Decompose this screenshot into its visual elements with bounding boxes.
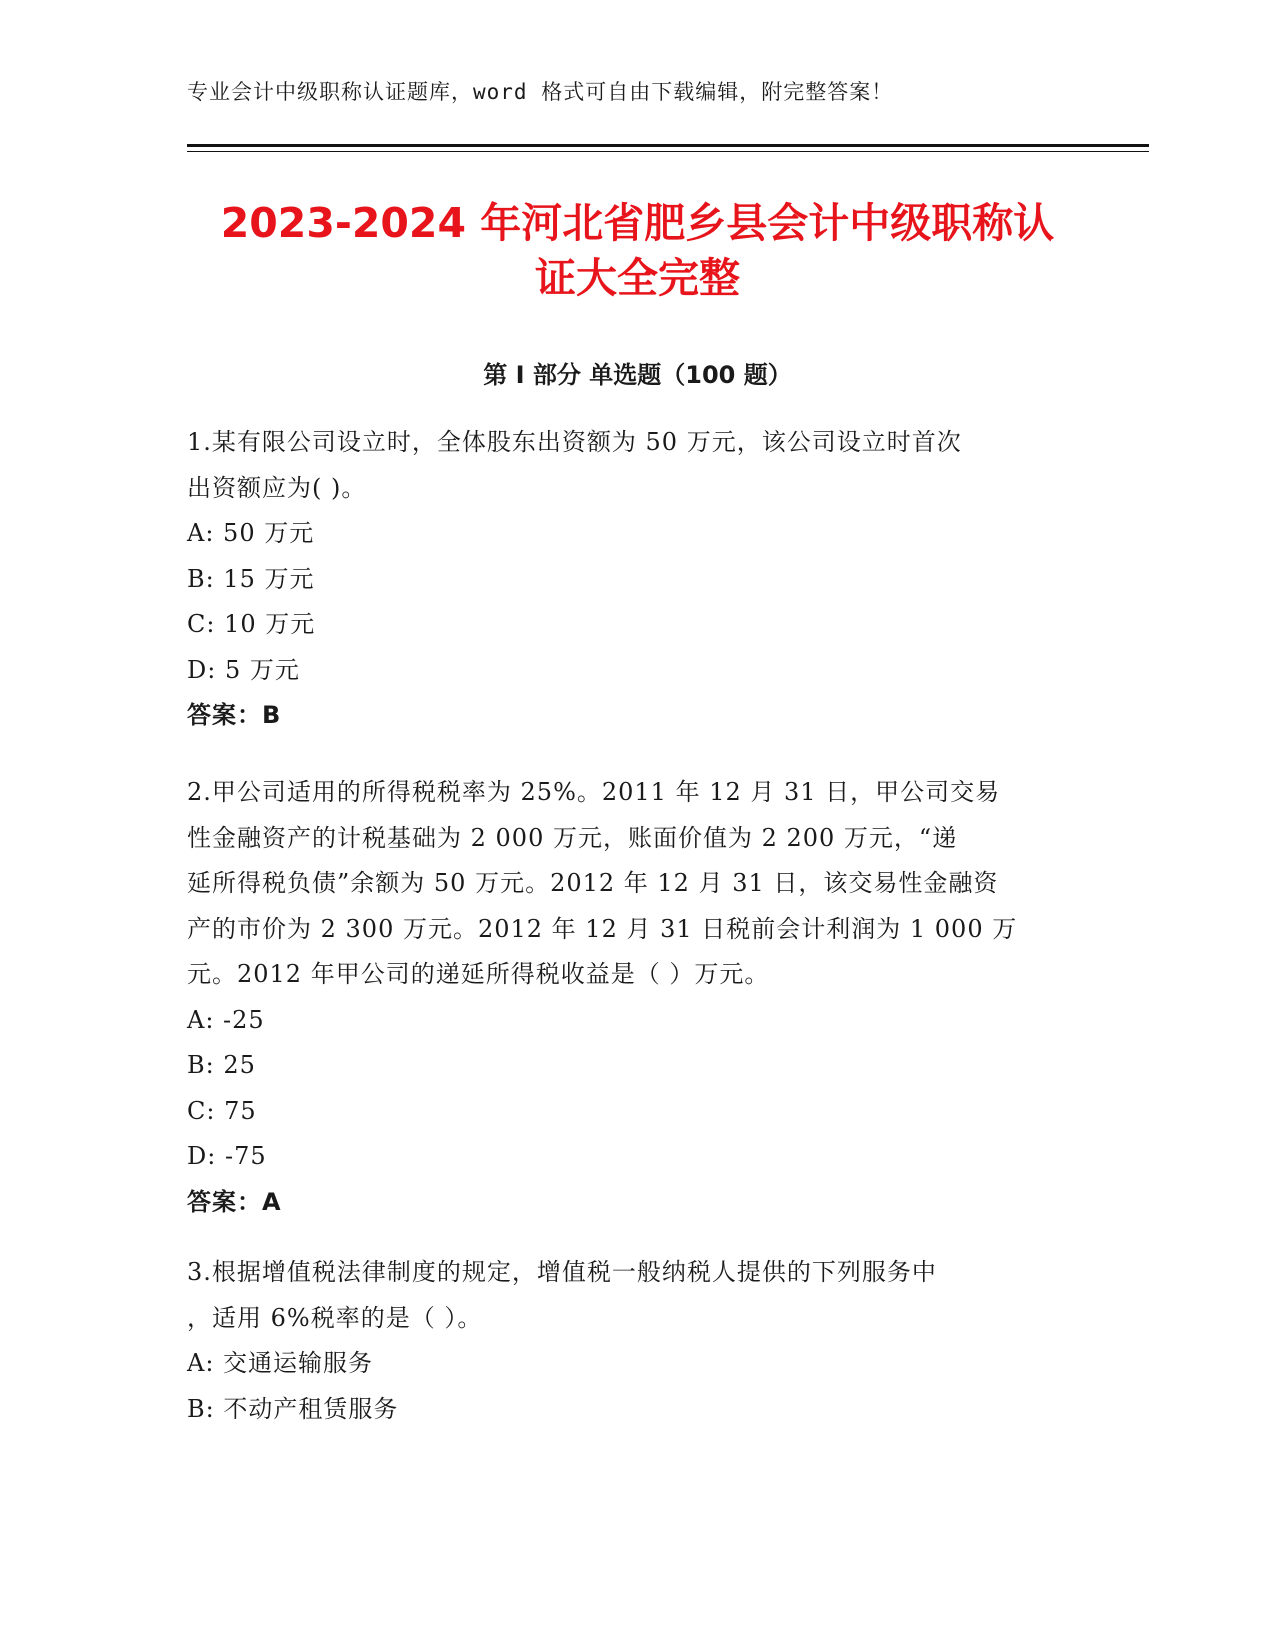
option-c: C: 75 [187, 1096, 257, 1125]
question-stem-line: 2.甲公司适用的所得税税率为 25%。2011 年 12 月 31 日，甲公司交易 [187, 778, 1001, 806]
option-a: A: 交通运输服务 [187, 1349, 374, 1377]
answer: 答案：B [187, 701, 282, 729]
question-1 [187, 420, 1087, 739]
question-stem-line: 元。2012 年甲公司的递延所得税收益是（ ）万元。 [187, 960, 770, 988]
question-2 [187, 770, 1087, 1225]
question-stem-line: ，适用 6%税率的是（ ）。 [187, 1303, 483, 1332]
answer: 答案：A [187, 1187, 282, 1216]
question-stem-line: 延所得税负债”余额为 50 万元。2012 年 12 月 31 日，该交易性金融资 [187, 869, 999, 897]
option-d: D: -75 [187, 1142, 267, 1170]
header-note: 专业会计中级职称认证题库，word 格式可自由下载编辑，附完整答案！ [187, 80, 894, 104]
question-stem-line: 1.某有限公司设立时，全体股东出资额为 50 万元，该公司设立时首次 [187, 428, 962, 456]
title-line-1: 2023-2024 年河北省肥乡县会计中级职称认 [220, 199, 1055, 247]
option-c: C: 10 万元 [187, 610, 316, 638]
document-title [120, 196, 1155, 306]
title-line-2: 证大全完整 [535, 254, 740, 302]
question-3 [187, 1250, 1087, 1432]
option-b: B: 15 万元 [187, 564, 315, 593]
option-b: B: 不动产租赁服务 [187, 1394, 399, 1423]
option-d: D: 5 万元 [187, 655, 300, 684]
header-rule-thin [187, 151, 1149, 152]
option-a: A: -25 [187, 1005, 265, 1034]
question-stem-line: 性金融资产的计税基础为 2 000 万元，账面价值为 2 200 万元，“递 [187, 823, 958, 852]
header-rule-thick [187, 144, 1149, 147]
section-title: 第 I 部分 单选题（100 题） [483, 361, 792, 389]
question-stem-line: 产的市价为 2 300 万元。2012 年 12 月 31 日税前会计利润为 1 000 万 [187, 914, 1018, 943]
option-a: A: 50 万元 [187, 519, 315, 547]
question-stem-line: 出资额应为( )。 [187, 473, 367, 502]
question-stem-line: 3.根据增值税法律制度的规定，增值税一般纳税人提供的下列服务中 [187, 1258, 937, 1286]
option-b: B: 25 [187, 1051, 256, 1079]
